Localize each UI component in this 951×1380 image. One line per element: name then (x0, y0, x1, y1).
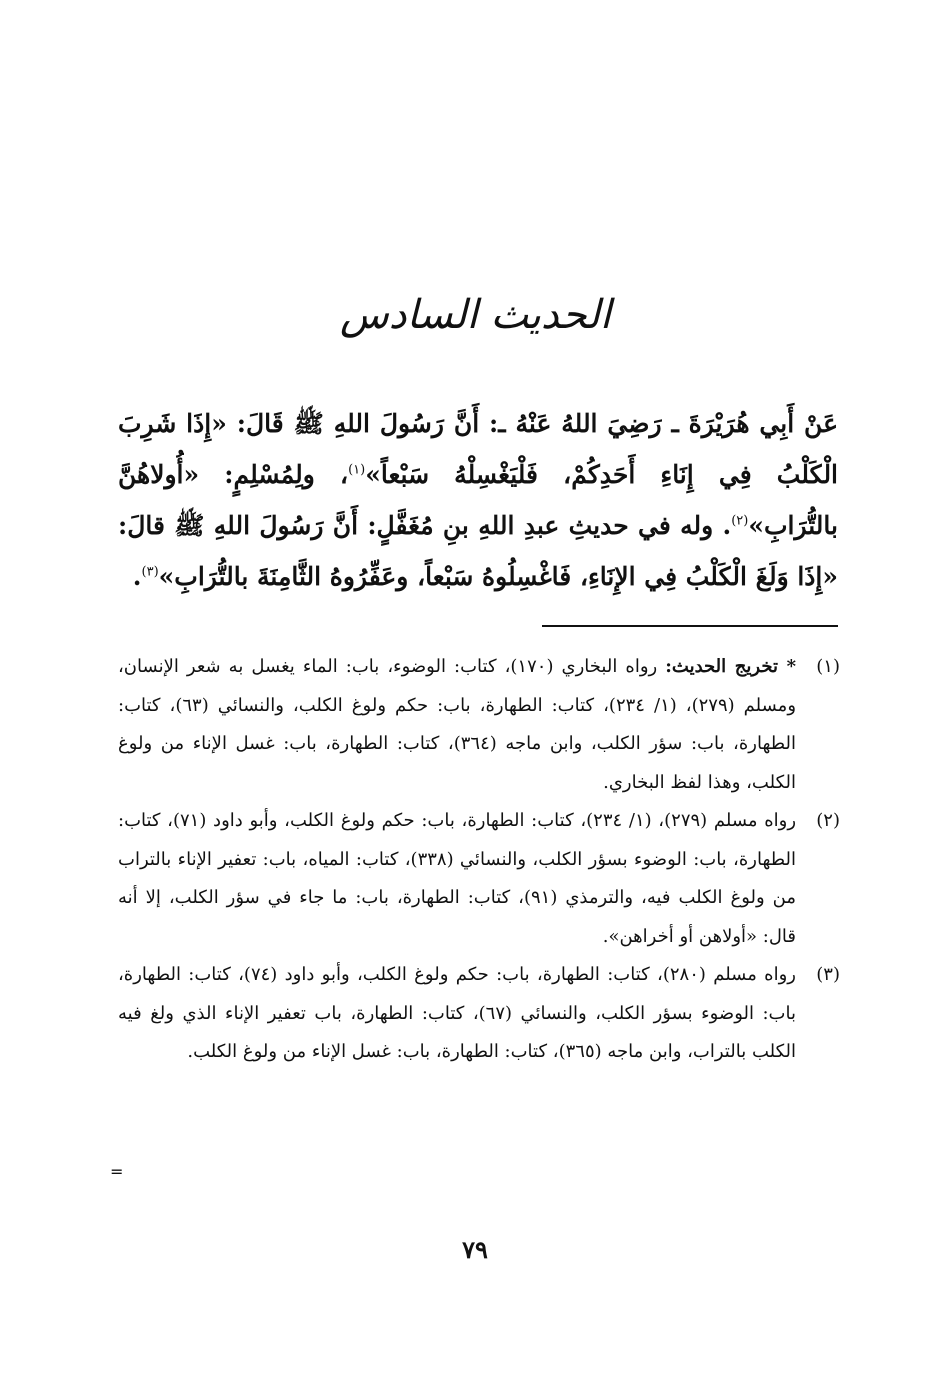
footnote-ref-1: (١) (348, 462, 366, 478)
footnote-ref-2: (٢) (731, 513, 749, 529)
continuation-mark: = (110, 1162, 124, 1181)
footnote-1 (118, 648, 840, 802)
footnote-text: رواه مسلم (٢٨٠)، كتاب: الطهارة، باب: حكم ولوغ الكلب، وأبو داود (٧٤)، كتاب: الطهارة، باب: الوضوء بسؤر الكلب، والنسائي (٦٧)، كتاب: الطهارة، باب تعفير الإناء الذي ولغ فيه الكلب بالتراب، وابن ماجه (٣٦٥)، كتاب: الطهارة، باب: غسل الإناء من ولوغ الكلب. (118, 964, 796, 1062)
footnote-text: رواه مسلم (٢٧٩)، (١/ ٢٣٤)، كتاب: الطهارة، باب: حكم ولوغ الكلب، وأبو داود (٧١)، كتاب: الطهارة، باب: الوضوء بسؤر الكلب، والنسائي (٣٣٨)، كتاب: المياه، باب: تعفير الإناء بالتراب من ولوغ الكلب فيه، والترمذي (٩١)، كتاب: الطهارة، باب: ما جاء في سؤر الكلب، إلا أنه قال: «أولاهن أو أخراهن». (118, 810, 797, 947)
footnotes (118, 648, 840, 1072)
hadith-text-part-2: ، ولِمُسْلِمٍ: «أُولاهُنَّ بالتُّرَابِ» (118, 460, 838, 540)
footnote-number: (٢) (816, 810, 840, 831)
chapter-title: الحديث السادس (339, 292, 612, 338)
footnote-number: (٣) (816, 964, 840, 985)
footnote-lead: * تخريج الحديث: (665, 656, 796, 677)
hadith-paragraph (118, 398, 838, 602)
hadith-end: . (132, 562, 142, 591)
footnote-3 (118, 956, 840, 1072)
footnote-number: (١) (816, 656, 840, 677)
footnote-body (118, 802, 796, 956)
footnote-ref-3: (٣) (141, 564, 159, 580)
footnote-body (118, 956, 796, 1072)
footnote-separator (542, 625, 838, 627)
hadith-text-part-1: عَنْ أَبِي هُرَيْرَةَ ـ رَضِيَ اللهُ عَنْهُ ـ: أَنَّ رَسُولَ اللهِ ﷺ قَالَ: «إِذَا شَرِبَ الْكَلْبُ فِي إِنَاءِ أَحَدِكُمْ، فَلْيَغْسِلْهُ سَبْعاً» (118, 409, 839, 489)
hadith-text-part-3: . وله في حديثِ عبدِ اللهِ بنِ مُغَفَّلٍ: أَنَّ رَسُولَ اللهِ ﷺ قالَ: «إِذَا وَلَغَ الْكَلْبُ فِي الإِنَاءِ، فَاغْسِلُوهُ سَبْعاً، وعَفِّرُوهُ الثَّامِنَةَ بالتُّرَابِ» (118, 511, 838, 591)
page-number: ٧٩ (462, 1235, 488, 1264)
hadith-text (118, 398, 838, 602)
footnote-2 (118, 802, 840, 956)
footnote-body (118, 648, 796, 802)
footnote-text: رواه البخاري (١٧٠)، كتاب: الوضوء، باب: الماء يغسل به شعر الإنسان، ومسلم (٢٧٩)، (١/ ٢٣٤)، كتاب: الطهارة، باب: حكم ولوغ الكلب، والنسائي (٦٣)، كتاب: الطهارة، باب: سؤر الكلب، وابن ماجه (٣٦٤)، كتاب: الطهارة، باب: غسل الإناء من ولوغ الكلب، وهذا لفظ البخاري. (118, 656, 797, 793)
